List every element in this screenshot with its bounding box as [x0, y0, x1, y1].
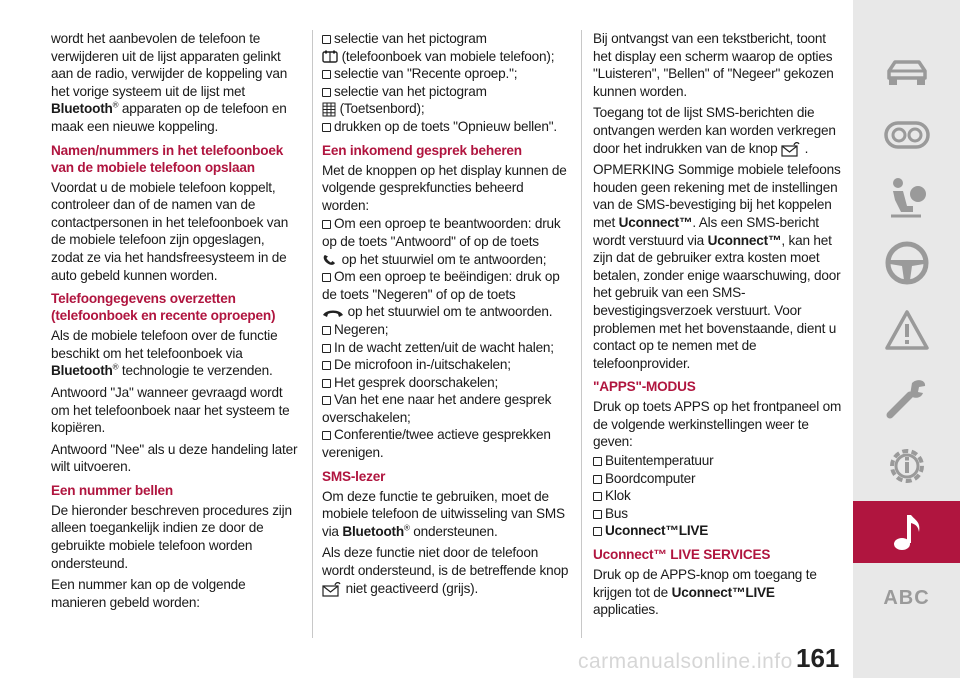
paragraph: Met de knoppen op het display kunnen de volgende gesprekfuncties beheerd worden:	[322, 162, 567, 213]
checkbox-bullet-icon	[322, 326, 331, 335]
list-item: Van het ene naar het andere gesprek overschakelen;	[322, 392, 552, 425]
checkbox-bullet-icon	[322, 35, 331, 44]
heading-dial-number: Een nummer bellen	[51, 482, 173, 498]
list-item: Negeren;	[322, 321, 572, 339]
list-item: Om een oproep te beantwoorden: druk op de toets "Antwoord" of op de toets	[322, 216, 561, 249]
paragraph: Antwoord "Ja" wanneer gevraagd wordt om het telefoonboek naar het systeem te kopiëren.	[51, 384, 290, 436]
checkbox-bullet-icon	[322, 220, 331, 229]
column-divider	[581, 30, 582, 638]
heading-uconnect-live: Uconnect™ LIVE SERVICES	[593, 547, 771, 563]
watermark: carmanualsonline.info	[578, 650, 793, 673]
paragraph: Druk op toets APPS op het frontpaneel om de volgende werkinstellingen weer te geven:	[593, 399, 842, 450]
sidebar-item-steering[interactable]	[853, 231, 960, 295]
airbag-safety-icon	[885, 176, 929, 220]
list-item: selectie van het pictogram	[322, 30, 572, 48]
list-item: Uconnect™LIVE	[593, 522, 843, 540]
sidebar-item-index[interactable]	[853, 578, 960, 618]
sidebar-item-dashboard[interactable]	[853, 105, 960, 165]
list-item: Conferentie/twee actieve gesprekken verenigen.	[322, 427, 551, 461]
checkbox-bullet-icon	[593, 510, 602, 519]
dashboard-icon	[883, 120, 931, 150]
sms-envelope-icon	[322, 581, 342, 597]
checkbox-bullet-icon	[322, 273, 331, 282]
column-3	[593, 30, 843, 623]
paragraph: Als de mobiele telefoon over de functie beschikt om het telefoonboek via Bluetooth® technologie te verzenden.	[51, 328, 278, 379]
column-2	[322, 30, 572, 601]
sidebar-item-multimedia[interactable]	[853, 501, 960, 563]
checkbox-bullet-icon	[593, 457, 602, 466]
multimedia-note-icon	[887, 510, 927, 554]
list-item: Boordcomputer	[593, 470, 843, 488]
list-item: op het stuurwiel om te antwoorden;	[322, 251, 572, 269]
paragraph: Antwoord "Nee" als u deze handeling later wilt uitvoeren.	[51, 441, 298, 475]
column-divider	[312, 30, 313, 638]
sidebar-item-car[interactable]	[853, 42, 960, 102]
checkbox-bullet-icon	[322, 123, 331, 132]
paragraph: Druk op de APPS-knop om toegang te krijgen tot de Uconnect™LIVE applicaties.	[593, 567, 817, 618]
checkbox-bullet-icon	[593, 475, 602, 484]
list-item: De microfoon in-/uitschakelen;	[322, 356, 572, 374]
list-item: In de wacht zetten/uit de wacht halen;	[322, 339, 572, 357]
page-number: 161	[796, 643, 840, 673]
paragraph: Bij ontvangst van een tekstbericht, toont het display een scherm waarop de opties "Luisteren", "Bellen" of "Negeer" gekozen kunnen worden.	[593, 31, 834, 99]
column-1	[51, 30, 299, 615]
checkbox-bullet-icon	[322, 431, 331, 440]
checkbox-bullet-icon	[322, 396, 331, 405]
phone-answer-icon	[322, 254, 338, 266]
paragraph: Om deze functie te gebruiken, moet de mobiele telefoon de uitwisseling van SMS via Bluetooth® ondersteunen.	[322, 488, 565, 539]
list-item: Bus	[593, 505, 843, 523]
list-item: selectie van "Recente oproep.";	[322, 65, 572, 83]
paragraph: Als deze functie niet door de telefoon wordt ondersteund, is de betreffende knop niet geactiveerd (grijs).	[322, 545, 569, 596]
list-item: Buitentemperatuur	[593, 452, 843, 470]
sidebar-item-service[interactable]	[853, 365, 960, 431]
technical-data-icon	[884, 443, 930, 489]
sidebar-item-warning[interactable]	[853, 298, 960, 362]
checkbox-bullet-icon	[322, 88, 331, 97]
list-item: Het gesprek doorschakelen;	[322, 374, 572, 392]
list-item: Om een oproep te beëindigen: druk op de toets "Negeren" of op de toets	[322, 269, 560, 302]
checkbox-bullet-icon	[593, 492, 602, 501]
paragraph: Toegang tot de lijst SMS-berichten die ontvangen werden kan worden verkregen door het indrukken van de knop .	[593, 105, 836, 156]
list-item: selectie van het pictogram	[322, 83, 572, 101]
warning-triangle-icon	[884, 309, 930, 351]
paragraph: Een nummer kan op de volgende manieren gebeld worden:	[51, 577, 246, 610]
list-item: Klok	[593, 487, 843, 505]
list-item: op het stuurwiel om te antwoorden.	[322, 303, 572, 321]
heading-transfer-data: Telefoongegevens overzetten (telefoonboek en recente oproepen)	[51, 291, 276, 324]
heading-save-contacts: Namen/nummers in het telefoonboek van de mobiele telefoon opslaan	[51, 142, 284, 175]
paragraph: OPMERKING Sommige mobiele telefoons houden geen rekening met de instellingen van de SMS-bevestiging bij het koppelen met Uconnect™. Als een SMS-bericht wordt verstuurd via Uconnect™, kan het zijn dat de gebruiker extra kosten moet betalen, zonder enige waarschuwing, door het gebruik van een SMS-bevestigingsverzoek verstuurt. Voor problemen met het bovenstaande, dient u contact op te nemen met de telefoonprovider.	[593, 162, 841, 371]
paragraph: wordt het aanbevolen de telefoon te verwijderen uit de lijst apparaten gelinkt aan de radio, verwijder de koppeling van het vorige systeem uit de lijst met Bluetooth® apparaten op de telefoon en maak een nieuwe koppeling.	[51, 31, 288, 134]
sidebar-item-technical[interactable]	[853, 434, 960, 498]
checkbox-bullet-icon	[322, 344, 331, 353]
phone-hangup-icon	[322, 308, 344, 318]
heading-sms-reader: SMS-lezer	[322, 468, 386, 484]
list-item: (Toetsenbord);	[322, 100, 572, 118]
checkbox-bullet-icon	[322, 70, 331, 79]
heading-incoming-call: Een inkomend gesprek beheren	[322, 142, 522, 158]
keypad-icon	[322, 102, 336, 117]
sidebar-item-safety[interactable]	[853, 168, 960, 228]
paragraph: De hieronder beschreven procedures zijn alleen toegankelijk indien ze door de gebruikte mobiele telefoon worden ondersteund.	[51, 502, 292, 571]
steering-wheel-icon	[884, 240, 930, 286]
sms-envelope-icon	[781, 141, 801, 157]
list-item: (telefoonboek van mobiele telefoon);	[322, 48, 572, 66]
checkbox-bullet-icon	[322, 379, 331, 388]
list-item: drukken op de toets "Opnieuw bellen".	[322, 118, 572, 136]
car-icon	[883, 56, 931, 88]
heading-apps-mode: "APPS"-MODUS	[593, 379, 696, 395]
checkbox-bullet-icon	[322, 361, 331, 370]
paragraph: Voordat u de mobiele telefoon koppelt, controleer dan of de namen van de contactpersonen in het telefoonboek van de mobiele telefoon zijn opgeslagen, zodat ze via het handsfreesysteem in de auto gebeld kunnen worden.	[51, 179, 289, 283]
phonebook-icon	[322, 50, 338, 64]
wrench-icon	[884, 375, 930, 421]
chapter-sidebar	[853, 0, 960, 678]
index-label: ABC	[883, 586, 930, 609]
checkbox-bullet-icon	[593, 527, 602, 536]
